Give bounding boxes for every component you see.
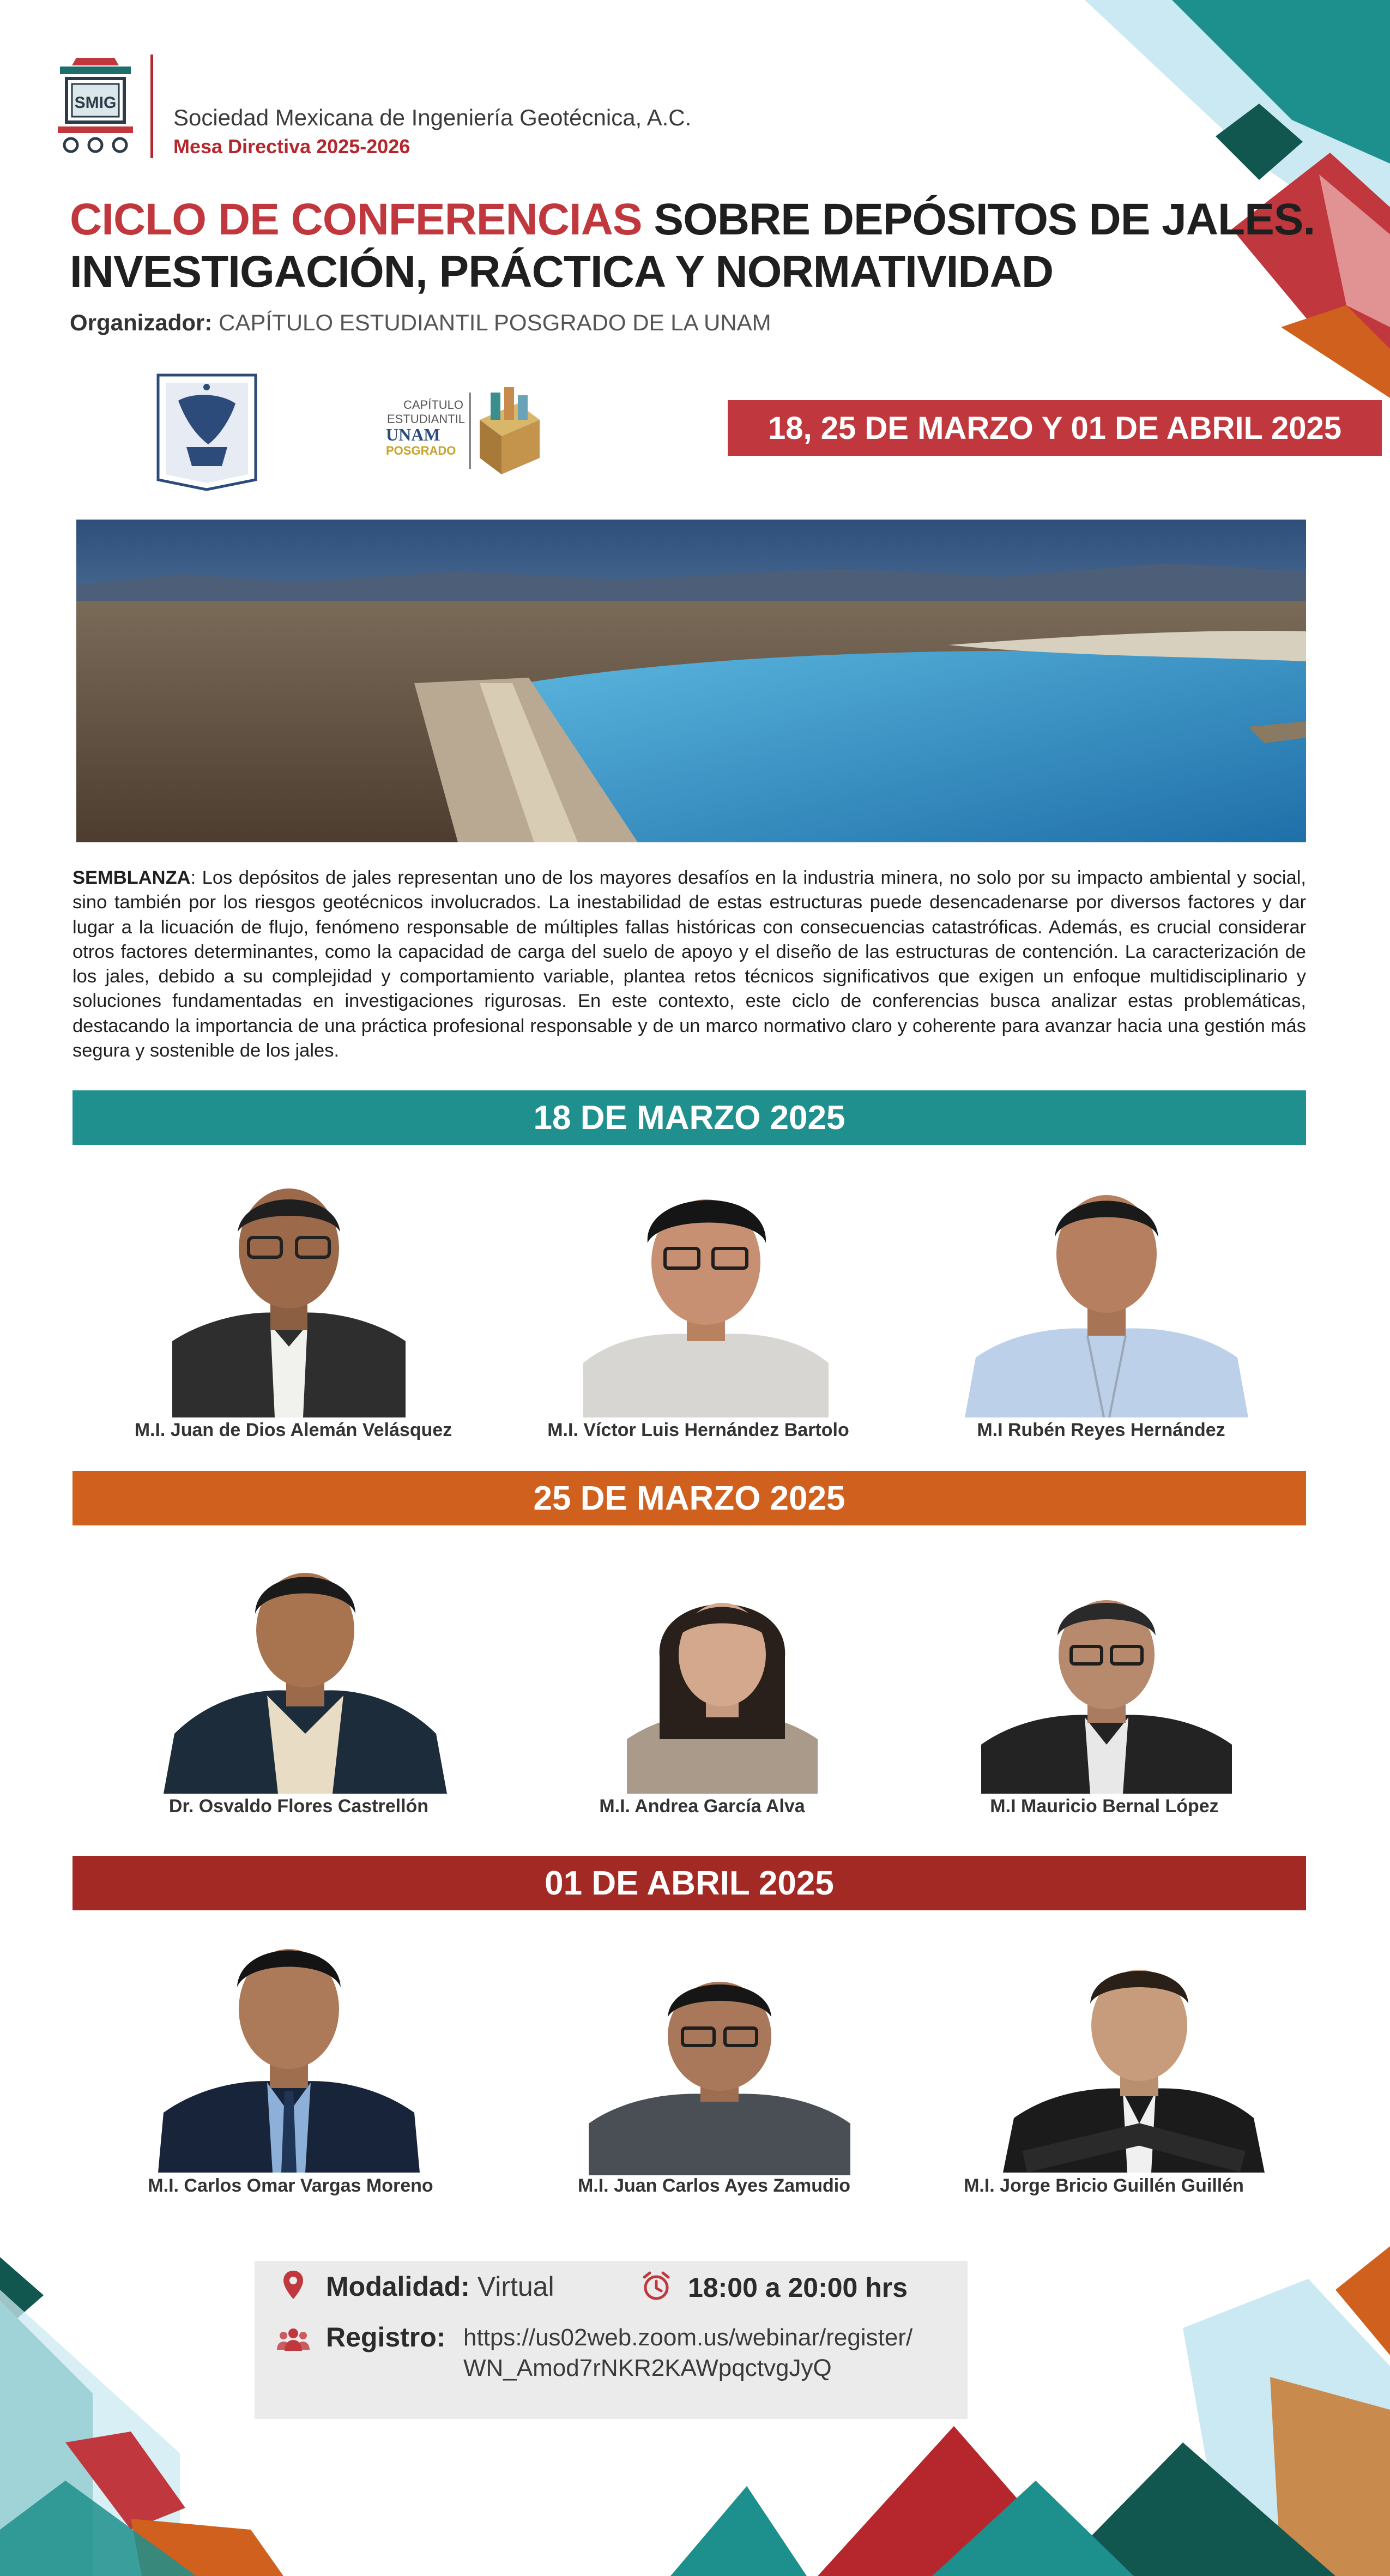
cap-logo-line2: ESTUDIANTIL [387,412,466,426]
speaker-photo-bernal [981,1581,1232,1794]
speaker-name: M.I. Jorge Bricio Guillén Guillén [964,2175,1244,2196]
speaker-photo-guillen [1003,1949,1265,2173]
unam-seal-logo [154,371,260,491]
title-line-1 [70,194,1315,245]
speaker-photo-aleman [172,1167,406,1417]
org-name: Sociedad Mexicana de Ingeniería Geotécnica, A.C. [173,105,692,130]
speaker-photo-flores [164,1554,447,1794]
smig-logo-text: SMIG [74,94,117,112]
speaker-name: M.I. Andrea García Alva [599,1796,805,1817]
tailings-dam-photo [76,520,1306,842]
speaker-name: M.I. Carlos Omar Vargas Moreno [148,2175,433,2196]
smig-logo [55,53,136,157]
registro-label: Registro: [326,2322,446,2352]
speaker-name: M.I. Víctor Luis Hernández Bartolo [547,1420,849,1440]
speaker-photo-hernandez-bartolo [583,1172,829,1417]
registro-link-line-1[interactable]: https://us02web.zoom.us/webinar/register/ [463,2324,913,2351]
modalidad-value: Virtual [469,2271,554,2302]
speaker-photo-garcia [627,1565,818,1794]
speaker-name: M.I. Juan de Dios Alemán Velásquez [134,1420,452,1440]
modalidad-label: Modalidad: [326,2271,470,2302]
org-subtitle: Mesa Directiva 2025-2026 [173,135,410,158]
alarm-clock-icon [641,2271,672,2301]
event-time: 18:00 a 20:00 hrs [688,2272,908,2303]
registro-link-line-2[interactable]: WN_Amod7rNKR2KAWpqctvgJyQ [463,2355,832,2381]
semblanza-paragraph [72,866,1306,1063]
cap-logo-line4: POSGRADO [386,444,456,457]
event-dates-banner: 18, 25 DE MARZO Y 01 DE ABRIL 2025 [728,400,1382,456]
speaker-photo-vargas [158,1927,420,2173]
organizer-label: Organizador: [70,310,213,335]
speaker-name: Dr. Osvaldo Flores Castrellón [168,1796,429,1817]
title-rest: SOBRE DEPÓSITOS DE JALES. [642,195,1315,244]
cap-logo-line1: CAPÍTULO [403,398,464,412]
session-2-date-bar: 25 DE MARZO 2025 [72,1471,1306,1525]
title-highlight: CICLO DE CONFERENCIAS [70,195,642,244]
users-group-icon [277,2327,310,2352]
semblanza-text: : Los depósitos de jales representan uno de los mayores desafíos en la industria minera, no solo por su impacto ambiental y social, sino también por los riesgos geotécnicos involucrados. La inestabilidad de estas estructuras puede desencadenarse por diversos factores y dar lugar a la licuación de flujo, fenómeno responsable de múltiples fallas históricas con consecuencias catastróficas. Además, es crucial considerar otros factores determinantes, como la capacidad de carga del suelo de apoyo y el diseño de las estructuras de contención. La caracterización de los jales, debido a su complejidad y comportamiento variable, plantea retos técnicos significativos que exigen un enfoque multidisciplinario y soluciones fundamentadas en investigaciones rigurosas. En este contexto, este ciclo de conferencias busca analizar estas problemáticas, destacando la importancia de una práctica profesional responsable y de un marco normativo claro y coherente para avanzar hacia una gestión más segura y sostenible de los jales. [72,867,1306,1061]
organizer-value: CAPÍTULO ESTUDIANTIL POSGRADO DE LA UNAM [212,310,771,335]
speaker-name: M.I. Juan Carlos Ayes Zamudio [577,2175,851,2196]
session-1-date-bar: 18 DE MARZO 2025 [72,1090,1306,1145]
semblanza-label: SEMBLANZA [72,867,191,888]
speaker-photo-ayes [589,1965,850,2175]
organizer [70,310,771,336]
speaker-name: M.I Mauricio Bernal López [990,1796,1219,1817]
session-3-date-bar: 01 DE ABRIL 2025 [72,1856,1306,1910]
capitulo-estudiantil-logo [382,382,545,480]
header-divider [150,55,153,158]
registro-link[interactable] [463,2322,912,2384]
modalidad [326,2271,554,2302]
speaker-name: M.I Rubén Reyes Hernández [977,1420,1225,1440]
speaker-photo-reyes [965,1172,1248,1417]
title-line-2: INVESTIGACIÓN, PRÁCTICA Y NORMATIVIDAD [70,247,1054,297]
location-pin-icon [282,2270,304,2300]
cap-logo-line3: UNAM [386,425,440,444]
